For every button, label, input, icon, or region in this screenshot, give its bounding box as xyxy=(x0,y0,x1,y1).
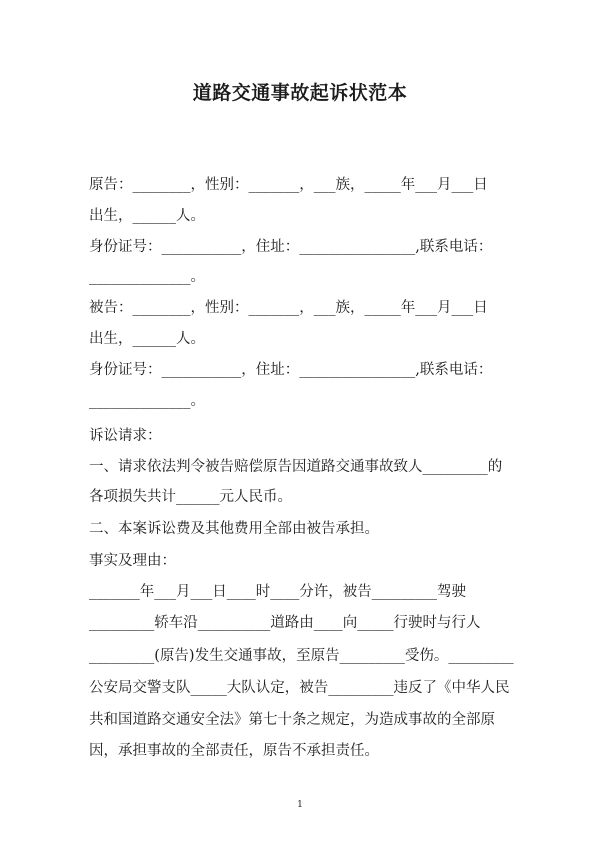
text-line: 各项损失共计______元人民币。 xyxy=(89,489,292,505)
text-line: 公安局交警支队_____大队认定，被告_________违反了《中华人民 xyxy=(89,680,510,696)
text-line: 被告：________，性别：_______，___族，_____年___月___日 xyxy=(89,300,488,316)
text-line: 事实及理由： xyxy=(89,553,176,569)
text-line: 二、本案诉讼费及其他费用全部由被告承担。 xyxy=(89,521,379,537)
text-line: 共和国道路交通安全法》第七十条之规定，为造成事故的全部原 xyxy=(89,712,495,728)
page-title: 道路交通事故起诉状范本 xyxy=(192,82,408,104)
text-line: ______________。 xyxy=(89,393,205,409)
text-line: 出生，______人。 xyxy=(89,331,205,347)
text-line: _________轿车沿__________道路由____向_____行驶时与行人 xyxy=(89,615,481,631)
text-line: 原告：________，性别：_______，___族，_____年___月___日 xyxy=(89,177,488,193)
text-line: ______________。 xyxy=(89,269,205,285)
text-line: 出生，______人。 xyxy=(89,208,205,224)
text-line: _______年___月___日____时____分许，被告_________驾驶 xyxy=(89,584,466,600)
text-line: 一、请求依法判令被告赔偿原告因道路交通事故致人_________的 xyxy=(89,459,503,475)
text-line: 身份证号：___________，住址：________________,联系电话： xyxy=(89,362,493,378)
text-line: 身份证号：___________，住址：________________,联系电话： xyxy=(89,239,493,255)
text-line: 因，承担事故的全部责任，原告不承担责任。 xyxy=(89,743,379,759)
page-number: 1 xyxy=(297,800,303,810)
text-line: _________(原告)发生交通事故，至原告_________受伤。_________ xyxy=(89,648,514,664)
text-line: 诉讼请求： xyxy=(89,428,162,444)
